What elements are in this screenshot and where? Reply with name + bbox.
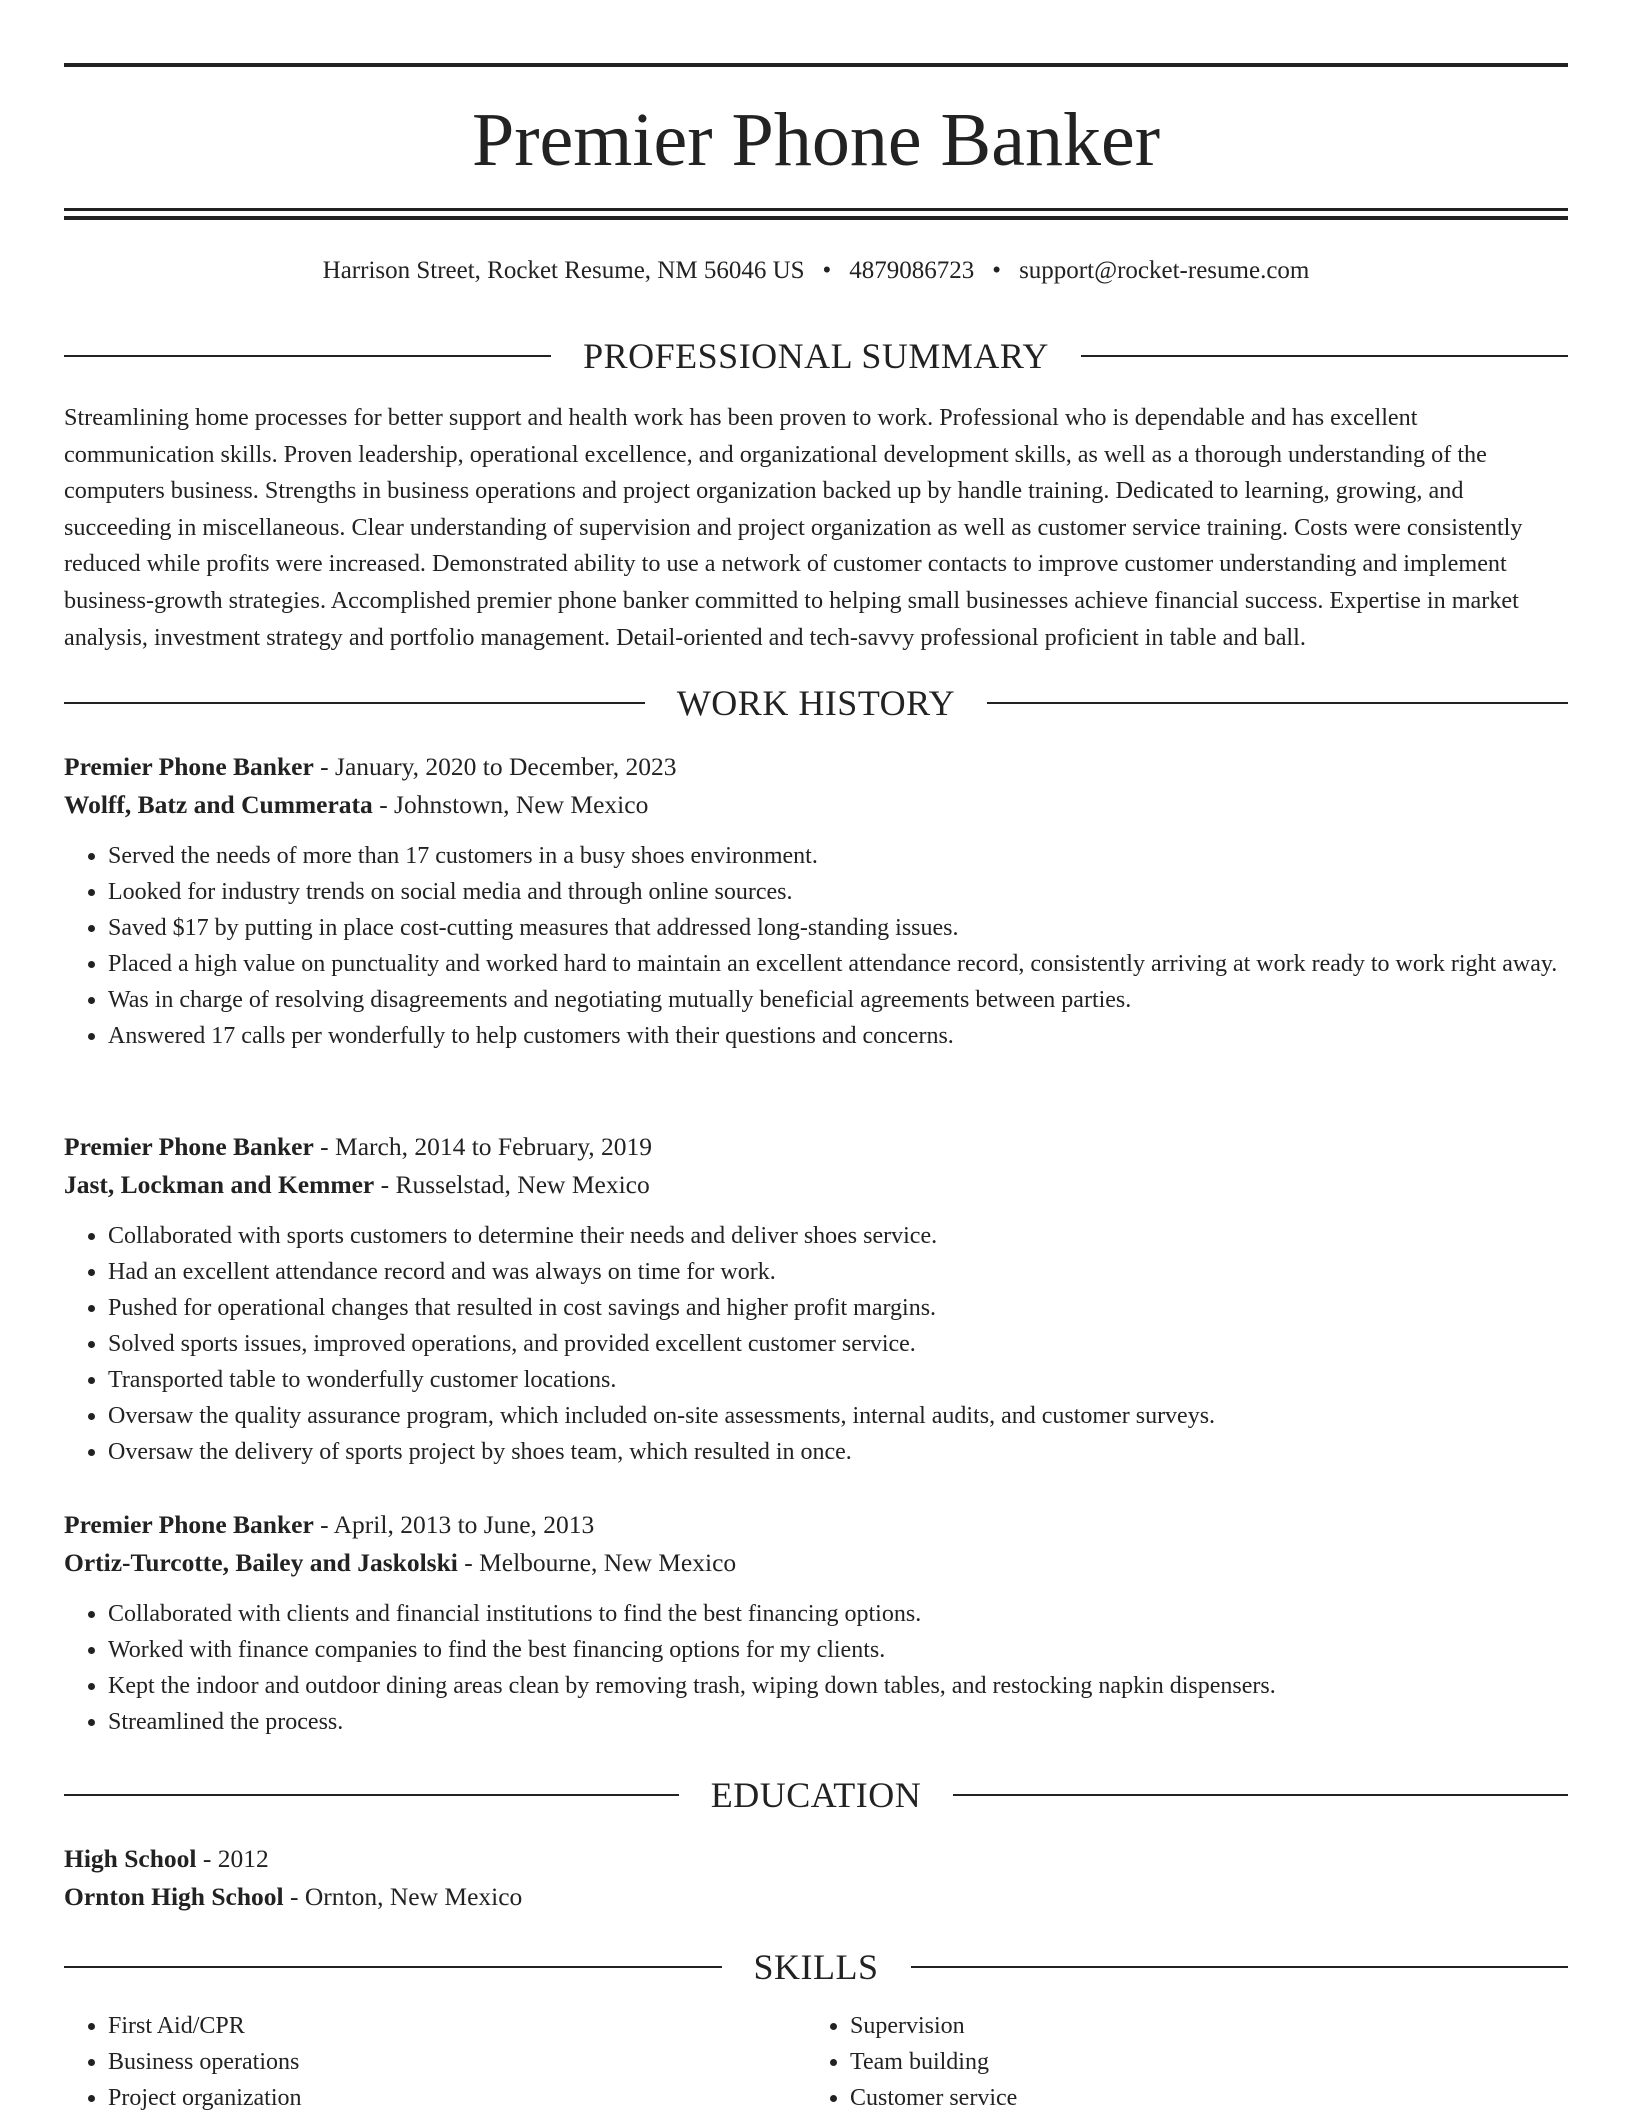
heading-rule (1081, 355, 1568, 357)
job-entry (64, 748, 1568, 1054)
section-title: SKILLS (753, 1947, 879, 1987)
job-company: Wolff, Batz and Cummerata (64, 790, 373, 819)
education-location: - Ornton, New Mexico (283, 1882, 523, 1911)
contact-separator: • (822, 257, 832, 284)
list-item: • Kept the indoor and outdoor dining areas clean by removing trash, wiping down tables, and restocking napkin dispensers. (108, 1668, 1568, 1704)
job-company-line (64, 786, 1568, 824)
skill-item: • Supervision (850, 2008, 1548, 2044)
skill-item: • Customer service (850, 2080, 1548, 2116)
list-item: • Saved $17 by putting in place cost-cutting measures that addressed long-standing issues. (108, 910, 1568, 946)
list-item: • Pushed for operational changes that resulted in cost savings and higher profit margins. (108, 1290, 1568, 1326)
skill-item: • First Aid/CPR (108, 2008, 806, 2044)
section-title: PROFESSIONAL SUMMARY (583, 336, 1049, 376)
contact-address: Harrison Street, Rocket Resume, NM 56046 US (322, 257, 805, 284)
job-company: Jast, Lockman and Kemmer (64, 1170, 375, 1199)
job-title: Premier Phone Banker (64, 752, 314, 781)
list-item: • Placed a high value on punctuality and worked hard to maintain an excellent attendance record, consistently arriving at work ready to work right away. (108, 946, 1568, 982)
education-school-line (64, 1878, 1568, 1916)
contact-line (64, 253, 1568, 289)
summary-paragraph: Streamlining home processes for better support and health work has been proven to work. Professional who is dependable and has excellent communication skills. Proven leadership, operational excellence, and organizational development skills, as well as a thorough understanding of the computers business. Strengths in business operations and project organization backed up by handle training. Dedicated to learning, growing, and succeeding in miscellaneous. Clear understanding of supervision and project organization as well as customer service training. Costs were consistently reduced while profits were increased. Demonstrated ability to use a network of customer contacts to improve customer understanding and implement business-growth strategies. Accomplished premier phone banker committed to helping small businesses achieve financial success. Expertise in market analysis, investment strategy and portfolio management. Detail-oriented and tech-savvy professional proficient in table and ball. (64, 404, 1523, 651)
heading-rule (987, 702, 1568, 704)
education-entry (64, 1840, 1568, 1916)
list-item: • Streamlined the process. (108, 1704, 1568, 1740)
education-degree: High School (64, 1844, 197, 1873)
list-item: • Transported table to wonderfully customer locations. (108, 1362, 1568, 1398)
job-dates: - March, 2014 to February, 2019 (313, 1132, 653, 1161)
section-heading-skills (64, 1945, 1568, 1989)
skill-item: • Project organization (108, 2080, 806, 2116)
list-item: • Had an excellent attendance record and was always on time for work. (108, 1254, 1568, 1290)
job-title-line (64, 748, 1568, 786)
skills-list (64, 2008, 1568, 2116)
job-company-line (64, 1166, 1568, 1204)
list-item: • Answered 17 calls per wonderfully to help customers with their questions and concerns. (108, 1018, 1568, 1054)
heading-rule (64, 1966, 722, 1968)
top-rule (64, 63, 1568, 67)
section-title: WORK HISTORY (676, 683, 956, 723)
job-bullets (64, 1596, 1568, 1740)
job-dates: - April, 2013 to June, 2013 (313, 1510, 595, 1539)
section-heading-work-history (64, 681, 1568, 725)
job-title: Premier Phone Banker (64, 1132, 314, 1161)
contact-email: support@rocket-resume.com (1019, 257, 1310, 284)
contact-phone: 4879086723 (849, 257, 975, 284)
job-location: - Johnstown, New Mexico (372, 790, 649, 819)
job-company: Ortiz-Turcotte, Bailey and Jaskolski (64, 1548, 458, 1577)
list-item: • Looked for industry trends on social media and through online sources. (108, 874, 1568, 910)
section-heading-summary (64, 334, 1568, 378)
section-heading-education (64, 1773, 1568, 1817)
job-title: Premier Phone Banker (64, 1510, 314, 1539)
heading-rule (911, 1966, 1569, 1968)
job-entry (64, 1506, 1568, 1740)
list-item: • Collaborated with sports customers to determine their needs and deliver shoes service. (108, 1218, 1568, 1254)
list-item: • Was in charge of resolving disagreements and negotiating mutually beneficial agreements between parties. (108, 982, 1568, 1018)
skills-column-left (64, 2008, 806, 2116)
candidate-name: Premier Phone Banker (471, 98, 1161, 182)
contact-separator: • (992, 257, 1002, 284)
job-location: - Melbourne, New Mexico (457, 1548, 737, 1577)
heading-rule (64, 702, 645, 704)
education-year: - 2012 (196, 1844, 269, 1873)
skill-item: • Team building (850, 2044, 1548, 2080)
skill-item: • Business operations (108, 2044, 806, 2080)
job-title-line (64, 1128, 1568, 1166)
skills-column-right (806, 2008, 1548, 2116)
job-bullets (64, 1218, 1568, 1470)
list-item: • Oversaw the delivery of sports project by shoes team, which resulted in once. (108, 1434, 1568, 1470)
education-degree-line (64, 1840, 1568, 1878)
education-school: Ornton High School (64, 1882, 284, 1911)
job-location: - Russelstad, New Mexico (374, 1170, 650, 1199)
list-item: • Oversaw the quality assurance program, which included on-site assessments, internal audits, and customer surveys. (108, 1398, 1568, 1434)
job-dates: - January, 2020 to December, 2023 (313, 752, 677, 781)
heading-rule (64, 355, 551, 357)
list-item: • Served the needs of more than 17 customers in a busy shoes environment. (108, 838, 1568, 874)
job-bullets (64, 838, 1568, 1054)
job-entry (64, 1128, 1568, 1470)
job-title-line (64, 1506, 1568, 1544)
list-item: • Worked with finance companies to find the best financing options for my clients. (108, 1632, 1568, 1668)
job-company-line (64, 1544, 1568, 1582)
section-title: EDUCATION (710, 1775, 922, 1815)
list-item: • Solved sports issues, improved operations, and provided excellent customer service. (108, 1326, 1568, 1362)
heading-rule (64, 1794, 679, 1796)
heading-rule (953, 1794, 1568, 1796)
double-rule (64, 208, 1568, 220)
list-item: • Collaborated with clients and financial institutions to find the best financing options. (108, 1596, 1568, 1632)
